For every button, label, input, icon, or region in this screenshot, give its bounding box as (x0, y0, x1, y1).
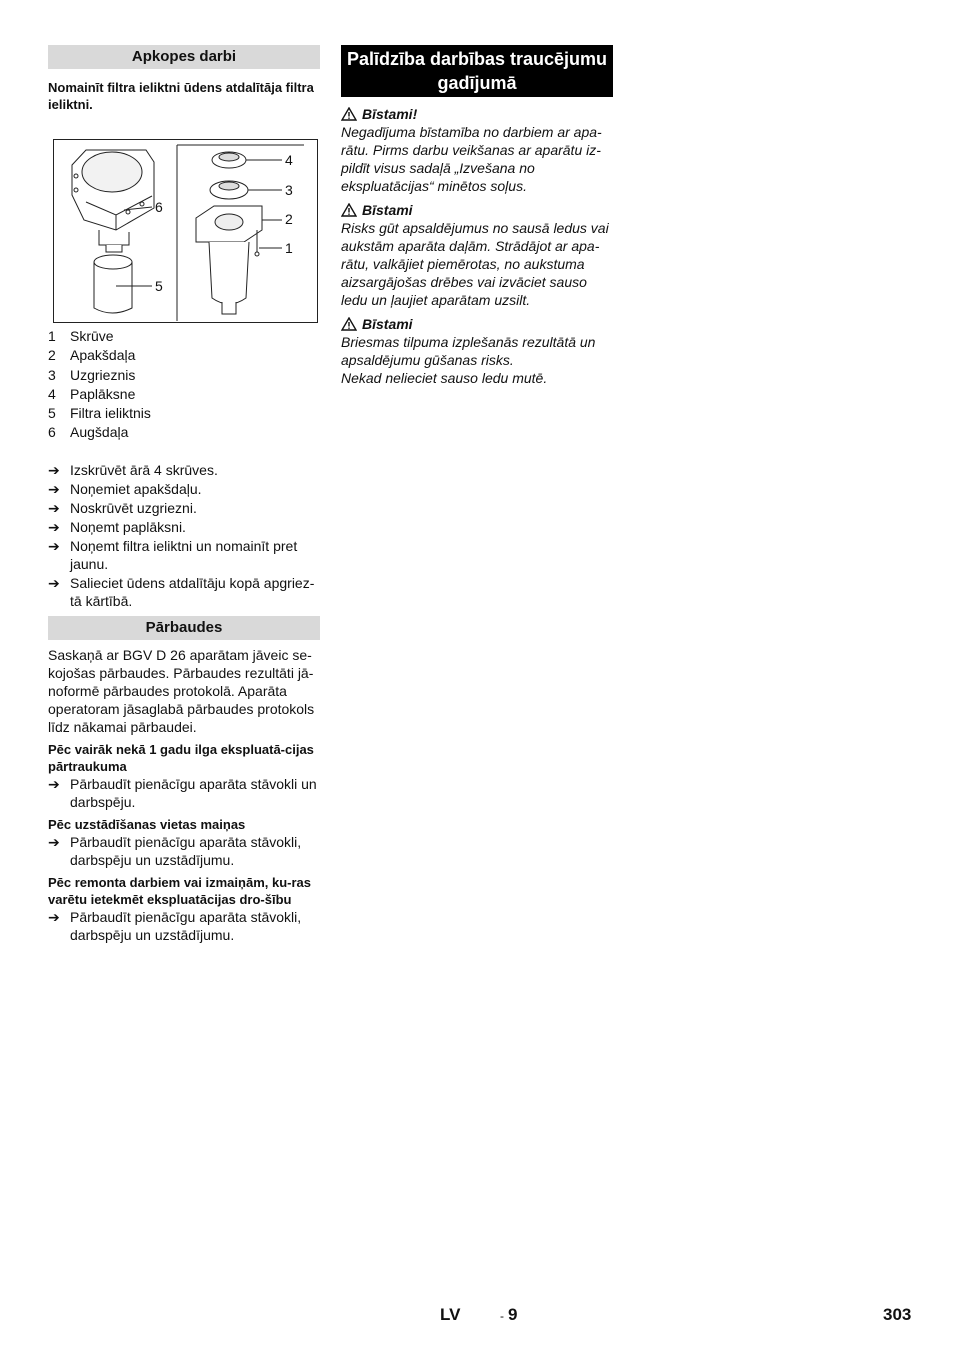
left-column (48, 45, 320, 945)
warning-triangle-icon (341, 203, 357, 217)
step-item: ➔ Pārbaudīt pienācīgu aparāta stāvokli, darbspēju un uzstādījumu. (48, 908, 302, 943)
legend-item: 2 Apakšdaļa (48, 347, 136, 364)
warning-text: Negadījuma bīstamība no darbiem ar apa-rātu. Pirms darbu veikšanas ar aparātu iz-pildīt visus sadaļā „Izvešana no ekspluatācijas“ minētos soļus. (341, 124, 602, 194)
figure-legend (48, 327, 320, 443)
warning-text: Risks gūt apsaldējumus no sausā ledus vai aukstām aparāta daļām. Strādājot ar apa-rātu, valkājiet piemērotas, no aukstuma aizsargājošas drēbes vai izvāciet sauso ledu un ļaujiet aparātam uzsilt. (341, 220, 609, 308)
warning-triangle-icon (341, 107, 357, 121)
warning-text: Briesmas tilpuma izplešanās rezultātā un apsaldējumu gūšanas risks. Nekad nelieciet sauso ledu mutē. (341, 334, 596, 386)
arrow-right-icon: ➔ (48, 499, 60, 516)
legend-item: 4 Paplāksne (48, 385, 136, 402)
troubleshooting-title: Palīdzība darbības traucējumu gadījumā (341, 45, 613, 97)
arrow-right-icon: ➔ (48, 833, 60, 850)
arrow-right-icon: ➔ (48, 775, 60, 792)
callout-4: 4 (285, 152, 293, 168)
step-item: ➔ Noņemt filtra ieliktni un nomainīt pret jaunu. (48, 537, 298, 572)
right-column (341, 45, 613, 387)
legend-item: 6 Augšdaļa (48, 424, 129, 441)
check-heading: Pēc vairāk nekā 1 gadu ilga ekspluatā-cijas pārtraukuma (48, 741, 314, 774)
arrow-right-icon: ➔ (48, 518, 60, 535)
check-heading: Pēc remonta darbiem vai izmaiņām, ku-ras varētu ietekmēt ekspluatācijas dro-šību (48, 874, 311, 907)
step-item: ➔ Pārbaudīt pienācīgu aparāta stāvokli, darbspēju un uzstādījumu. (48, 833, 302, 868)
filter-figure (53, 139, 318, 323)
filter-steps (48, 461, 320, 610)
warning-triangle-icon (341, 317, 357, 331)
callout-5: 5 (155, 278, 163, 294)
checks-intro: Saskaņā ar BGV D 26 aparātam jāveic se-kojošas pārbaudes. Pārbaudes rezultāti jā-noformē pārbaudes protokolā. Aparāta operatoram jāsaglabā pārbaudes protokols līdz nākamai pārbaudei. (48, 646, 315, 735)
step-item: ➔ Noņemt paplāksni. (48, 518, 186, 535)
step-item: ➔ Noņemiet apakšdaļu. (48, 480, 202, 497)
warning-heading: Bīstami (341, 201, 613, 219)
legend-item: 3 Uzgrieznis (48, 366, 136, 383)
section-heading-maintenance: Apkopes darbi (48, 45, 320, 69)
arrow-right-icon: ➔ (48, 461, 60, 478)
arrow-right-icon: ➔ (48, 480, 60, 497)
callout-2: 2 (285, 211, 293, 227)
step-item: ➔ Noskrūvēt uzgriezni. (48, 499, 197, 516)
warning-heading: Bīstami! (341, 105, 613, 123)
step-item: ➔ Salieciet ūdens atdalītāju kopā apgriez-tā kārtībā. (48, 574, 315, 609)
legend-item: 5 Filtra ieliktnis (48, 405, 151, 422)
footer-section-page: - 9 (500, 1305, 518, 1324)
check-heading: Pēc uzstādīšanas vietas maiņas (48, 816, 246, 832)
warning-heading: Bīstami (341, 315, 613, 333)
filter-change-heading: Nomainīt filtra ieliktni ūdens atdalītāja filtra ieliktni. (48, 80, 314, 112)
callout-1: 1 (285, 240, 293, 256)
footer-language: LV (440, 1305, 461, 1324)
step-item: ➔ Izskrūvēt ārā 4 skrūves. (48, 461, 218, 478)
step-item: ➔ Pārbaudīt pienācīgu aparāta stāvokli un darbspēju. (48, 775, 317, 810)
arrow-right-icon: ➔ (48, 574, 60, 591)
callout-3: 3 (285, 182, 293, 198)
callout-6: 6 (155, 199, 163, 215)
arrow-right-icon: ➔ (48, 908, 60, 925)
legend-item: 1 Skrūve (48, 328, 114, 344)
section-heading-checks: Pārbaudes (48, 616, 320, 640)
arrow-right-icon: ➔ (48, 537, 60, 554)
footer-page-number: 303 (883, 1305, 912, 1324)
filter-illustration (54, 140, 317, 322)
